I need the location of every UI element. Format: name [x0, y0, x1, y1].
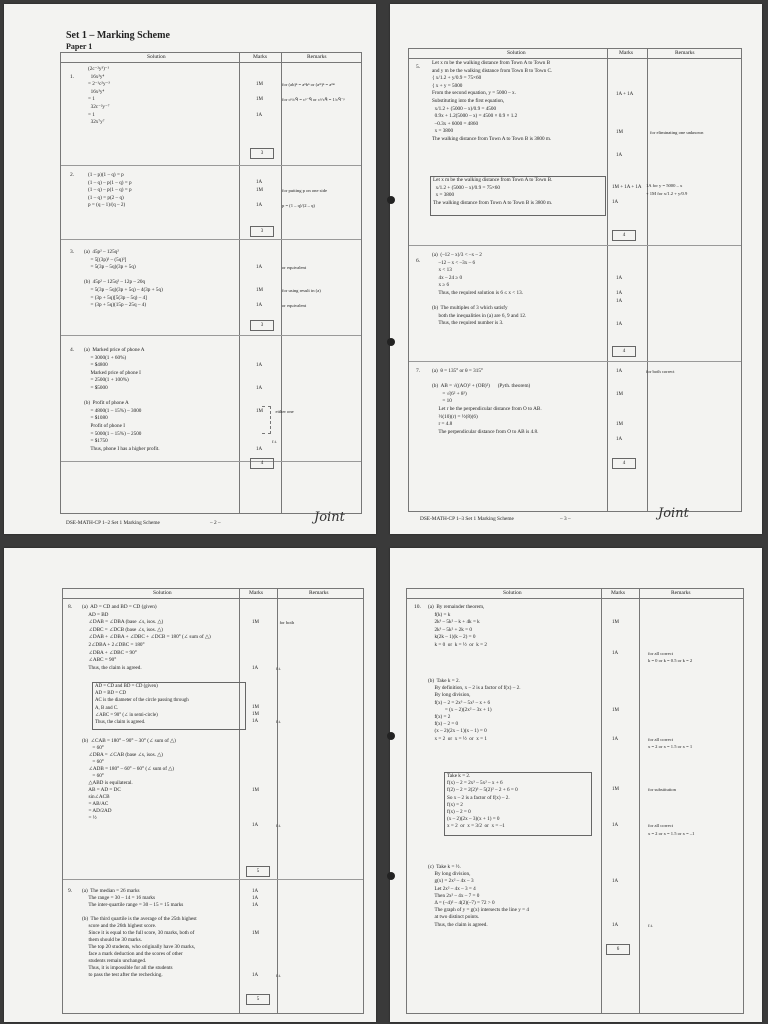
total-marks: 4 — [612, 458, 636, 469]
alt-remarks-text: f.t. — [276, 719, 282, 725]
question-number: 4. — [70, 347, 75, 353]
solution-text: (1 – p)(1 – q) = p (1 – q) – p(1 – q) = p (1 – q) – p(1 – q) = p (1 – q) = p(2 – q) p = (q – 1)/(q – 2) — [88, 172, 132, 209]
marks-text: 1A 1A 1A 1M 1A — [252, 889, 259, 978]
marks-text: 1A 1M 1A — [256, 265, 263, 309]
question-number: 6. — [416, 258, 421, 264]
remarks-text: f.t. — [276, 973, 282, 978]
alt-remarks-text: for substitution for all correct x = 2 or x = 1.5 or x = –1 — [648, 787, 695, 836]
footer-page: – 3 – — [560, 516, 571, 522]
header-marks: Marks — [249, 590, 264, 596]
page-5 — [390, 548, 762, 1022]
marks-text: 1A 1A 1M 1A — [256, 363, 263, 452]
punch-hole — [387, 732, 395, 740]
header-solution: Solution — [147, 54, 166, 60]
total-marks: 6 — [606, 944, 630, 955]
question-number: 7. — [416, 368, 421, 374]
question-number: 1. — [70, 74, 75, 80]
total-marks: 3 — [250, 148, 274, 159]
solution-text: (a) The median = 26 marks The range = 30 – 14 = 16 marks The inter-quartile range = 30 – 15 = 15 marks (b) The third quartile is the average of the 25th highest score and the 26th highest score. Since it is equal to the full score, 30 marks, both of them should be 30 marks. The top 20 students, who originally have 30 marks, face a mark deduction and the scores of other students remain unchanged. Thus, it is impossible for all the students to pass the test after the rechecking. — [82, 888, 197, 978]
header-remarks: Remarks — [307, 54, 327, 60]
solution-text: (a) By remainder theorem, f(k) = k 2k³ – 5k² – k + 4k = k 2k³ – 5k² + 2k = 0 k(2k – 1)(k – 2) = 0 k = 0 or k = ½ or k = 2 — [428, 604, 487, 648]
marks-text: 1A + 1A 1M 1A — [616, 92, 634, 158]
either-one-bracket — [262, 406, 271, 434]
header-remarks: Remarks — [675, 50, 695, 56]
punch-hole — [387, 338, 395, 346]
marks-text-b: 1M 1A — [252, 788, 259, 828]
marks-text: 1M 1A — [252, 620, 259, 671]
marks-text: 1A 1M 1A — [256, 180, 263, 208]
footer-right: DSE-MATH-CP 1–3 Set 1 Marking Scheme — [420, 516, 514, 522]
punch-hole — [387, 872, 395, 880]
solution-text: (a) AD = CD and BD = CD (given) AD = BD ∠DAB = ∠DBA (base ∠s, isos. △) ∠DBC = ∠DCB (base ∠s, isos. △) ∠DAB + ∠DBA + ∠DBC + ∠DCB = 180° (∠ sum of △) 2∠DBA + 2∠DBC = 180° ∠DBA + ∠DBC = 90° ∠ABC = 90° Thus, the claim is agreed. — [82, 604, 211, 671]
solution-text-b: (b) Take k = 2. By definition, x – 2 is a factor of f(x) – 2. By long division, f(x) – 2 = 2x³ – 5x² – x + 6 = (x – 2)(2x² – 3x + 1) f(x) = 2 f(x) – 2 = 0 (x – 2)(2x – 1)(x – 1) = 0 x = 2 or x = ½ or x = 1 — [428, 678, 521, 742]
total-marks: 4 — [612, 346, 636, 357]
alt-remarks-text: 1A for y = 5000 – x + 1M for x/1.2 + y/0.9 — [646, 183, 688, 196]
joint-logo: Joint — [658, 506, 689, 521]
punch-hole — [387, 196, 395, 204]
header-solution: Solution — [507, 50, 526, 56]
solution-text: (2c⁻²y³)⁻¹ 16x³y⁴ = 2⁻¹c²y⁻³ 16x³y⁴ = 1 32c⁻²y⁻⁷ = 1 32x⁷y⁷ — [88, 66, 110, 126]
alt-solution-text: AD = CD and BD = CD (given) AD = BD = CD AC is the diameter of the circle passing through A, B and C. ∠ABC = 90° (∠ in semi-circle) Thus, the claim is agreed. — [95, 684, 189, 726]
remarks-text: for both correct — [646, 369, 675, 374]
remarks-text-c: f.t. — [648, 922, 654, 928]
alt-marks-text: 1M + 1A + 1A 1A — [612, 184, 642, 205]
table-header — [61, 53, 361, 63]
joint-logo: Joint — [314, 510, 345, 525]
alternative-solution-box — [430, 176, 606, 216]
page-4 — [4, 548, 376, 1022]
question-number: 2. — [70, 172, 75, 178]
remarks-text: either one f.t. — [272, 408, 294, 445]
remarks-text-b: f.t. — [276, 823, 282, 828]
solution-text-b: (b) ∠CAB = 180° – 90° – 30° (∠ sum of △) = 60° ∠DBA = ∠CAB (base ∠s, isos. △) = 60° ∠ADB = 180° – 60° – 60° (∠ sum of △) = 60° △ABD is equilateral. AB = AD = DC sin∠ACB = AB/AC = AD/2AD = ½ — [82, 738, 176, 821]
header-solution: Solution — [153, 590, 172, 596]
total-marks: 5 — [246, 866, 270, 877]
solution-text: (a) Marked price of phone A = 3000(1 + 60%) = $4800 Marked price of phone I = 2500(1 + 100%) = $5000 (b) Profit of phone A = 4800(1 – 15%) – 3000 = $1080 Profit of phone I = 5000(1 – 15%) – 2500 = $1750 Thus, phone I has a higher profit. — [84, 347, 160, 452]
remarks-text: for eliminating one unknown — [650, 130, 704, 136]
remarks-text: for both f.t. — [276, 620, 295, 671]
alternative-solution-box — [92, 682, 246, 730]
alt-solution-text: Take k = 2. f(x) – 2 = 2x³ – 5x² – x + 6 f(2) – 2 = 2(2)³ – 5(2)² – 2 + 6 = 0 So x – 2 is a factor of f(x) – 2. f(x) = 2 f(x) – 2 = 0 (x – 2)(2x – 3)(x + 1) = 0 x = 2 or x = 3/2 or x = –1 — [447, 773, 518, 830]
marks-text: 1A 1M 1M 1A — [616, 369, 623, 443]
total-marks: 3 — [250, 226, 274, 237]
question-number: 8. — [68, 604, 73, 610]
header-remarks: Remarks — [309, 590, 329, 596]
solution-text: (a) 45p² – 125q² = 5[(3p)² – (5q)²] = 5(3p – 5q)(3p + 5q) (b) 45p² – 125q² – 12p – 20q = 5(3p – 5q)(3p + 5q) – 4(3p + 5q) = (3p + 5q)[5(3p – 5q) – 4] = (3p + 5q)(15p – 25q – 4) — [84, 249, 163, 309]
footer-left: DSE-MATH-CP 1–2 Set 1 Marking Scheme — [66, 520, 160, 526]
alt-solution-text: Let x m be the walking distance from Town A to Town B. x/1.2 + (5000 – x)/0.9 = 75×60 x = 3800 The walking distance from Town A to Town B is 3800 m. — [433, 177, 553, 206]
question-number: 9. — [68, 888, 73, 894]
footer-page: – 2 – — [210, 520, 221, 526]
total-marks: 5 — [246, 994, 270, 1005]
question-number: 10. — [414, 604, 421, 610]
marks-text: 1A 1A 1A 1A — [616, 276, 623, 327]
remarks-text-b: for all correct x = 2 or x = 1.5 or x = 1 — [648, 736, 693, 749]
paper-label: Paper 1 — [66, 42, 93, 51]
header-solution: Solution — [503, 590, 522, 596]
alt-marks-text: 1M 1A — [612, 787, 619, 829]
table-header — [409, 49, 741, 59]
question-number: 3. — [70, 249, 75, 255]
solution-text: (a) θ = 135° or θ = 315° (b) AB = √((AO)² + (OB)²) (Pyth. theorem) = √(6² + 8²) = 10 Let r be the perpendicular distance from O to AB. ½(10)(r) = ½(8)(6) r = 4.8 The perpendicular distance from O to AB is 4.8. — [432, 368, 542, 435]
total-marks: 3 — [250, 320, 274, 331]
marks-text-b: 1M 1A — [612, 707, 619, 742]
header-marks: Marks — [619, 50, 634, 56]
page-3 — [390, 4, 762, 534]
alternative-solution-box — [444, 772, 592, 836]
remarks-text: for (ab)ⁿ = aⁿbⁿ or (aᵐ)ⁿ = aᵐⁿ for cᵖ/cᑫ = cᵖ⁻ᑫ or cᵖ/cᑫ = 1/cᑫ⁻ᵖ — [282, 82, 345, 103]
marks-text-c: 1A 1A — [612, 879, 619, 928]
marks-text: 1M 1A — [612, 620, 619, 656]
remarks-text: for putting p on one side p = (1 – q)/(2 – q) — [282, 187, 328, 208]
alt-marks-text: 1M 1M 1A — [252, 704, 259, 725]
total-marks: 4 — [250, 458, 274, 469]
header-remarks: Remarks — [671, 590, 691, 596]
remarks-text: for all correct k = 0 or k = 0.5 or k = 2 — [648, 650, 693, 664]
header-marks: Marks — [253, 54, 268, 60]
page-2 — [4, 4, 376, 534]
remarks-text: or equivalent for using result in (a) or equivalent — [282, 265, 321, 309]
header-marks: Marks — [611, 590, 626, 596]
table-header — [63, 589, 363, 599]
total-marks: 4 — [612, 230, 636, 241]
question-number: 5. — [416, 64, 421, 70]
page-title: Set 1 – Marking Scheme — [66, 30, 170, 41]
table-header — [407, 589, 743, 599]
solution-text: (a) (–12 – x)/3 < –x – 2 –12 – x < –3x – 6 x < 13 4x – 24 ≥ 0 x ≥ 6 Thus, the required solution is 6 ≤ x < 13. (b) The multiples of 3 which satisfy both the inequalities in (a) are 6, 9 and 12. Thus, the required number is 3. — [432, 252, 527, 327]
solution-text-c: (c) Take k = ½. By long division, g(x) = 2x² – 4x – 3 Let 2x² – 4x – 3 = 4 Then 2x² – 4x – 7 = 0 Δ = (–4)² – 4(2)(–7) = 72 > 0 The graph of y = g(x) intersects the line y = 4 at two distinct points. Thus, the claim is agreed. — [428, 864, 529, 928]
solution-text: Let x m be the walking distance from Town A to Town B and y m be the walking distance from Town B to Town C. { x/1.2 + y/0.9 = 75×60 { x + y = 5000 From the second equation, y = 5000 – x. Substituting into the first equation, x/1.2 + (5000 – x)/0.9 = 4500 0.9x + 1.2(5000 – x) = 4500 × 0.9 × 1.2 –0.3x + 6000 = 4860 x = 3800 The walking distance from Town A to Town B is 3800 m. — [432, 60, 553, 142]
marks-text: 1M 1M 1A — [256, 82, 263, 118]
